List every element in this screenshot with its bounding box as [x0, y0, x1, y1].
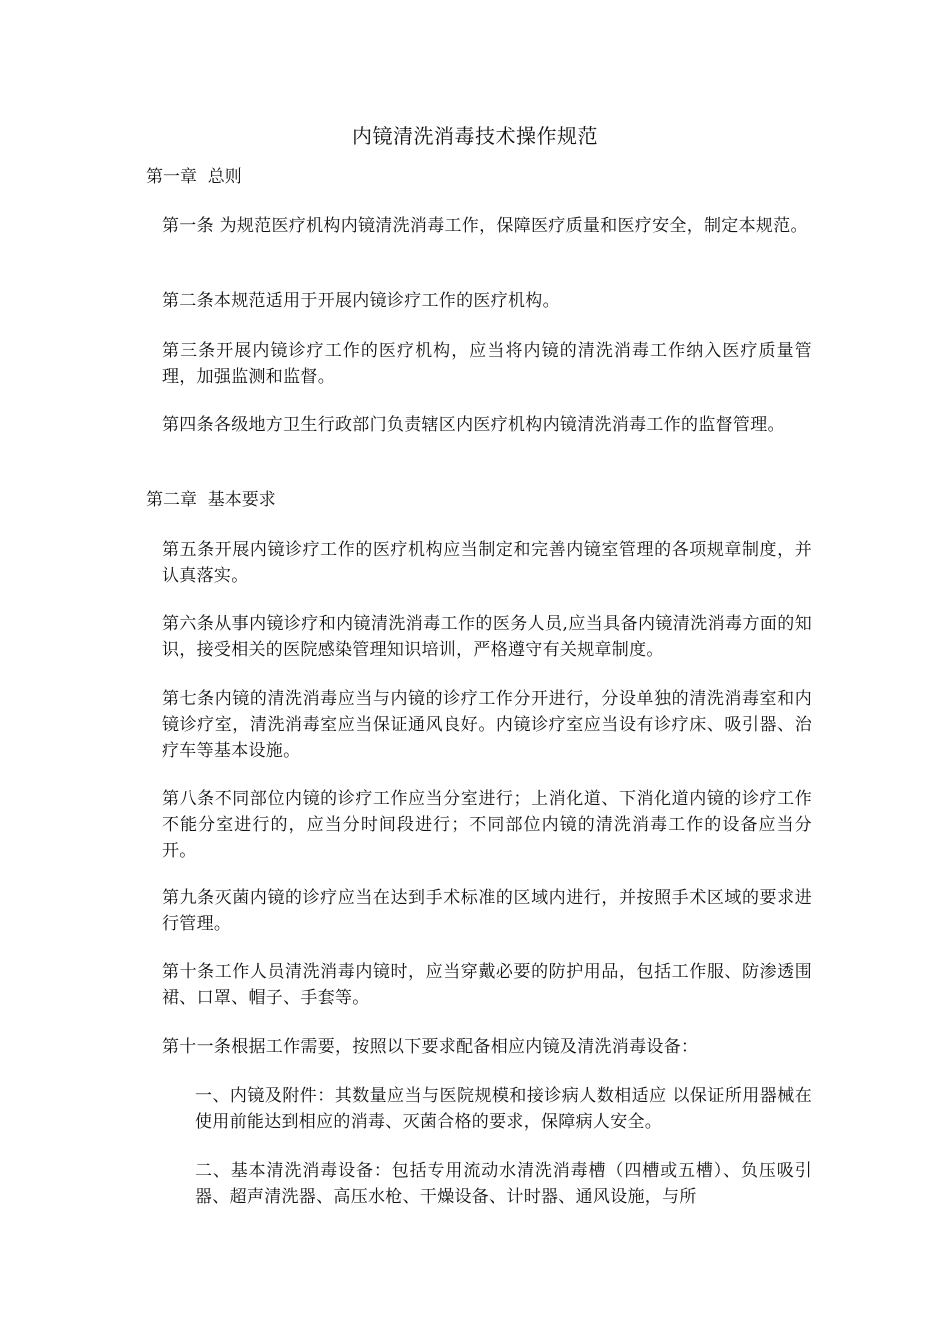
- article-4: 第四条各级地方卫生行政部门负责辖区内医疗机构内镜清洗消毒工作的监督管理。: [162, 415, 785, 435]
- chapter-heading-2: 第二章 基本要求: [146, 490, 276, 510]
- article-6: 第六条从事内镜诊疗和内镜清洗消毒工作的医务人员,应当具备内镜清洗消毒方面的知识，接受相关的医院感染管理知识培训，严格遵守有关规章制度。: [162, 614, 812, 660]
- article-11: 第十一条根据工作需要，按照以下要求配备相应内镜及清洗消毒设备：: [162, 1037, 699, 1057]
- article-8: 第八条不同部位内镜的诊疗工作应当分室进行；上消化道、下消化道内镜的诊疗工作不能分室进行的，应当分时间段进行；不同部位内镜的清洗消毒工作的设备应当分开。: [162, 789, 812, 861]
- article-10: 第十条工作人员清洗消毒内镜时，应当穿戴必要的防护用品，包括工作服、防渗透围裙、口罩、帽子、手套等。: [162, 962, 812, 1008]
- chapter-heading-1: 第一章 总则: [146, 167, 242, 187]
- list-item: 二、基本清洗消毒设备：包括专用流动水清洗消毒槽（四槽或五槽）、负压吸引器、超声清洗器、高压水枪、干燥设备、计时器、通风设施，与所: [195, 1161, 812, 1207]
- document-title: 内镜清洗消毒技术操作规范: [352, 124, 598, 148]
- article-9: 第九条灭菌内镜的诊疗应当在达到手术标准的区域内进行，并按照手术区域的要求进行管理。: [162, 888, 812, 934]
- list-item: 一、内镜及附件：其数量应当与医院规模和接诊病人数相适应 以保证所用器械在使用前能达到相应的消毒、灭菌合格的要求，保障病人安全。: [195, 1086, 812, 1132]
- article-1: 第一条 为规范医疗机构内镜清洗消毒工作，保障医疗质量和医疗安全，制定本规范。: [162, 216, 808, 236]
- article-5: 第五条开展内镜诊疗工作的医疗机构应当制定和完善内镜室管理的各项规章制度，并认真落实。: [162, 540, 812, 586]
- article-2: 第二条本规范适用于开展内镜诊疗工作的医疗机构。: [162, 291, 560, 311]
- article-7: 第七条内镜的清洗消毒应当与内镜的诊疗工作分开进行，分设单独的清洗消毒室和内镜诊疗室，清洗消毒室应当保证通风良好。内镜诊疗室应当设有诊疗床、吸引器、治疗车等基本设施。: [162, 689, 812, 761]
- article-3: 第三条开展内镜诊疗工作的医疗机构，应当将内镜的清洗消毒工作纳入医疗质量管理，加强监测和监督。: [162, 341, 812, 387]
